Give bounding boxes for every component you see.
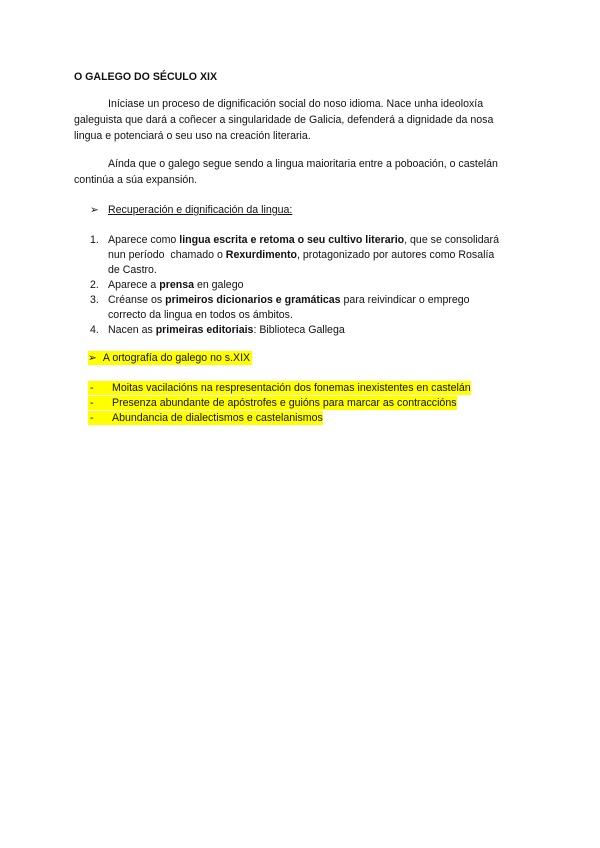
text: Aparece como: [108, 234, 180, 246]
text: Aparece a: [108, 279, 160, 291]
text: para reivindicar o emprego: [340, 294, 470, 306]
list-item-line: [108, 233, 499, 247]
dash-list-item: [88, 411, 323, 425]
text: : Biblioteca Gallega: [253, 324, 345, 336]
dash-bullet: -: [90, 397, 94, 409]
text: , protagonizado por autores como Rosalía: [297, 249, 495, 261]
text-line: Aínda que o galego segue sendo a lingua maioritaria entre a poboación, o castelán: [108, 158, 498, 170]
dash-bullet: -: [90, 382, 94, 394]
text: Créanse os: [108, 294, 166, 306]
arrow-bullet-icon: ➢: [90, 204, 99, 216]
text: Nacen as: [108, 324, 156, 336]
list-item-line: [108, 293, 470, 307]
list-number: 4.: [90, 324, 99, 336]
section-heading: [88, 351, 252, 365]
bold-text: Rexurdimento: [225, 249, 298, 261]
dash-list-item: [88, 396, 457, 410]
arrow-bullet-icon: ➢: [88, 352, 97, 364]
text: , que se consolidará: [404, 234, 499, 246]
list-number: 2.: [90, 279, 99, 291]
text-line: galeguista que dará a coñecer a singularidade de Galicia, defenderá a dignidade da nosa: [74, 114, 494, 126]
text: nun período chamado o: [108, 249, 226, 261]
heading-text: Recuperación e dignificación da lingua:: [108, 204, 293, 216]
page-title: O GALEGO DO SÉCULO XIX: [74, 71, 218, 83]
list-item-line: correcto da lingua en todos os ámbitos.: [108, 309, 293, 321]
bold-text: primeiros dicionarios e gramáticas: [165, 294, 341, 306]
text-line: continúa a súa expansión.: [74, 174, 198, 186]
list-item-line: de Castro.: [108, 264, 157, 276]
dash-bullet: -: [90, 412, 94, 424]
list-number: 1.: [90, 234, 99, 246]
item-text: Abundancia de dialectismos e castelanismos: [112, 412, 323, 424]
list-item-line: [108, 248, 494, 262]
text: en galego: [194, 279, 244, 291]
list-item-line: [108, 278, 243, 292]
bold-text: lingua escrita e retoma o seu cultivo literario: [179, 234, 405, 246]
text-line: Iníciase un proceso de dignificación social do noso idioma. Nace unha ideoloxía: [108, 98, 484, 110]
heading-text: A ortografía do galego no s.XIX: [102, 352, 251, 364]
bold-text: primeiras editoriais: [155, 324, 254, 336]
item-text: Presenza abundante de apóstrofes e guións para marcar as contraccións: [112, 397, 457, 409]
dash-list-item: [88, 381, 471, 395]
list-item-line: [108, 323, 345, 337]
text-line: lingua e potenciará o seu uso na creación literaria.: [74, 130, 311, 142]
bold-text: prensa: [159, 279, 194, 291]
section-heading: [108, 203, 292, 217]
item-text: Moitas vacilacións na respresentación dos fonemas inexistentes en castelán: [112, 382, 471, 394]
list-number: 3.: [90, 294, 99, 306]
